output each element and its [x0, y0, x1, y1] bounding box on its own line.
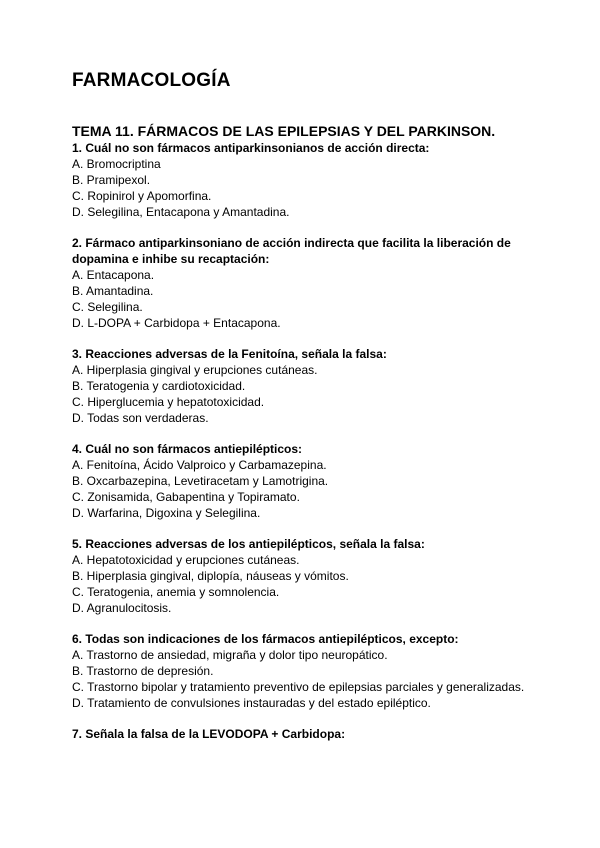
answer-option-d[interactable]: D. Selegilina, Entacapona y Amantadina. — [72, 205, 290, 219]
answer-option-b[interactable]: B. Pramipexol. — [72, 173, 151, 187]
question-3 — [72, 346, 532, 426]
answer-option-b[interactable]: B. Oxcarbazepina, Levetiracetam y Lamotrigina. — [72, 474, 329, 488]
answer-option-a[interactable]: A. Hiperplasia gingival y erupciones cutáneas. — [72, 363, 318, 377]
answer-option-d[interactable]: D. Todas son verdaderas. — [72, 411, 209, 425]
answer-option-a[interactable]: A. Trastorno de ansiedad, migraña y dolor tipo neuropático. — [72, 648, 388, 662]
document-title: FARMACOLOGÍA — [72, 70, 231, 91]
answer-option-a[interactable]: A. Hepatotoxicidad y erupciones cutáneas. — [72, 553, 300, 567]
answer-option-c[interactable]: C. Trastorno bipolar y tratamiento preventivo de epilepsias parciales y generalizadas. — [72, 680, 525, 694]
question-text: 7. Señala la falsa de la LEVODOPA + Carbidopa: — [72, 727, 346, 741]
answer-option-c[interactable]: C. Selegilina. — [72, 300, 143, 314]
question-text: 2. Fármaco antiparkinsoniano de acción indirecta que facilita la liberación de dopamina e inhibe su recaptación: — [72, 236, 511, 266]
answer-option-c[interactable]: C. Hiperglucemia y hepatotoxicidad. — [72, 395, 265, 409]
question-1 — [72, 140, 532, 220]
topic-heading: TEMA 11. FÁRMACOS DE LAS EPILEPSIAS Y DEL PARKINSON. — [72, 123, 496, 139]
answer-option-d[interactable]: D. L-DOPA + Carbidopa + Entacapona. — [72, 316, 281, 330]
answer-option-b[interactable]: B. Trastorno de depresión. — [72, 664, 214, 678]
question-text: 1. Cuál no son fármacos antiparkinsonianos de acción directa: — [72, 141, 430, 155]
question-list — [72, 140, 532, 742]
answer-option-b[interactable]: B. Teratogenia y cardiotoxicidad. — [72, 379, 246, 393]
answer-option-d[interactable]: D. Warfarina, Digoxina y Selegilina. — [72, 506, 261, 520]
question-text: 6. Todas son indicaciones de los fármacos antiepilépticos, excepto: — [72, 632, 459, 646]
question-7 — [72, 726, 532, 742]
answer-option-a[interactable]: A. Bromocriptina — [72, 157, 161, 171]
question-text: 4. Cuál no son fármacos antiepilépticos: — [72, 442, 303, 456]
answer-option-a[interactable]: A. Fenitoína, Ácido Valproico y Carbamazepina. — [72, 458, 327, 472]
answer-option-b[interactable]: B. Amantadina. — [72, 284, 154, 298]
answer-option-d[interactable]: D. Agranulocitosis. — [72, 601, 172, 615]
question-text: 3. Reacciones adversas de la Fenitoína, señala la falsa: — [72, 347, 387, 361]
question-text: 5. Reacciones adversas de los antiepilépticos, señala la falsa: — [72, 537, 425, 551]
answer-option-b[interactable]: B. Hiperplasia gingival, diplopía, náuseas y vómitos. — [72, 569, 349, 583]
answer-option-c[interactable]: C. Teratogenia, anemia y somnolencia. — [72, 585, 280, 599]
answer-option-c[interactable]: C. Ropinirol y Apomorfina. — [72, 189, 212, 203]
document-page — [72, 70, 532, 757]
answer-option-a[interactable]: A. Entacapona. — [72, 268, 155, 282]
answer-option-d[interactable]: D. Tratamiento de convulsiones instauradas y del estado epiléptico. — [72, 696, 431, 710]
question-6 — [72, 631, 532, 711]
question-2 — [72, 235, 532, 331]
question-4 — [72, 441, 532, 521]
answer-option-c[interactable]: C. Zonisamida, Gabapentina y Topiramato. — [72, 490, 300, 504]
question-5 — [72, 536, 532, 616]
